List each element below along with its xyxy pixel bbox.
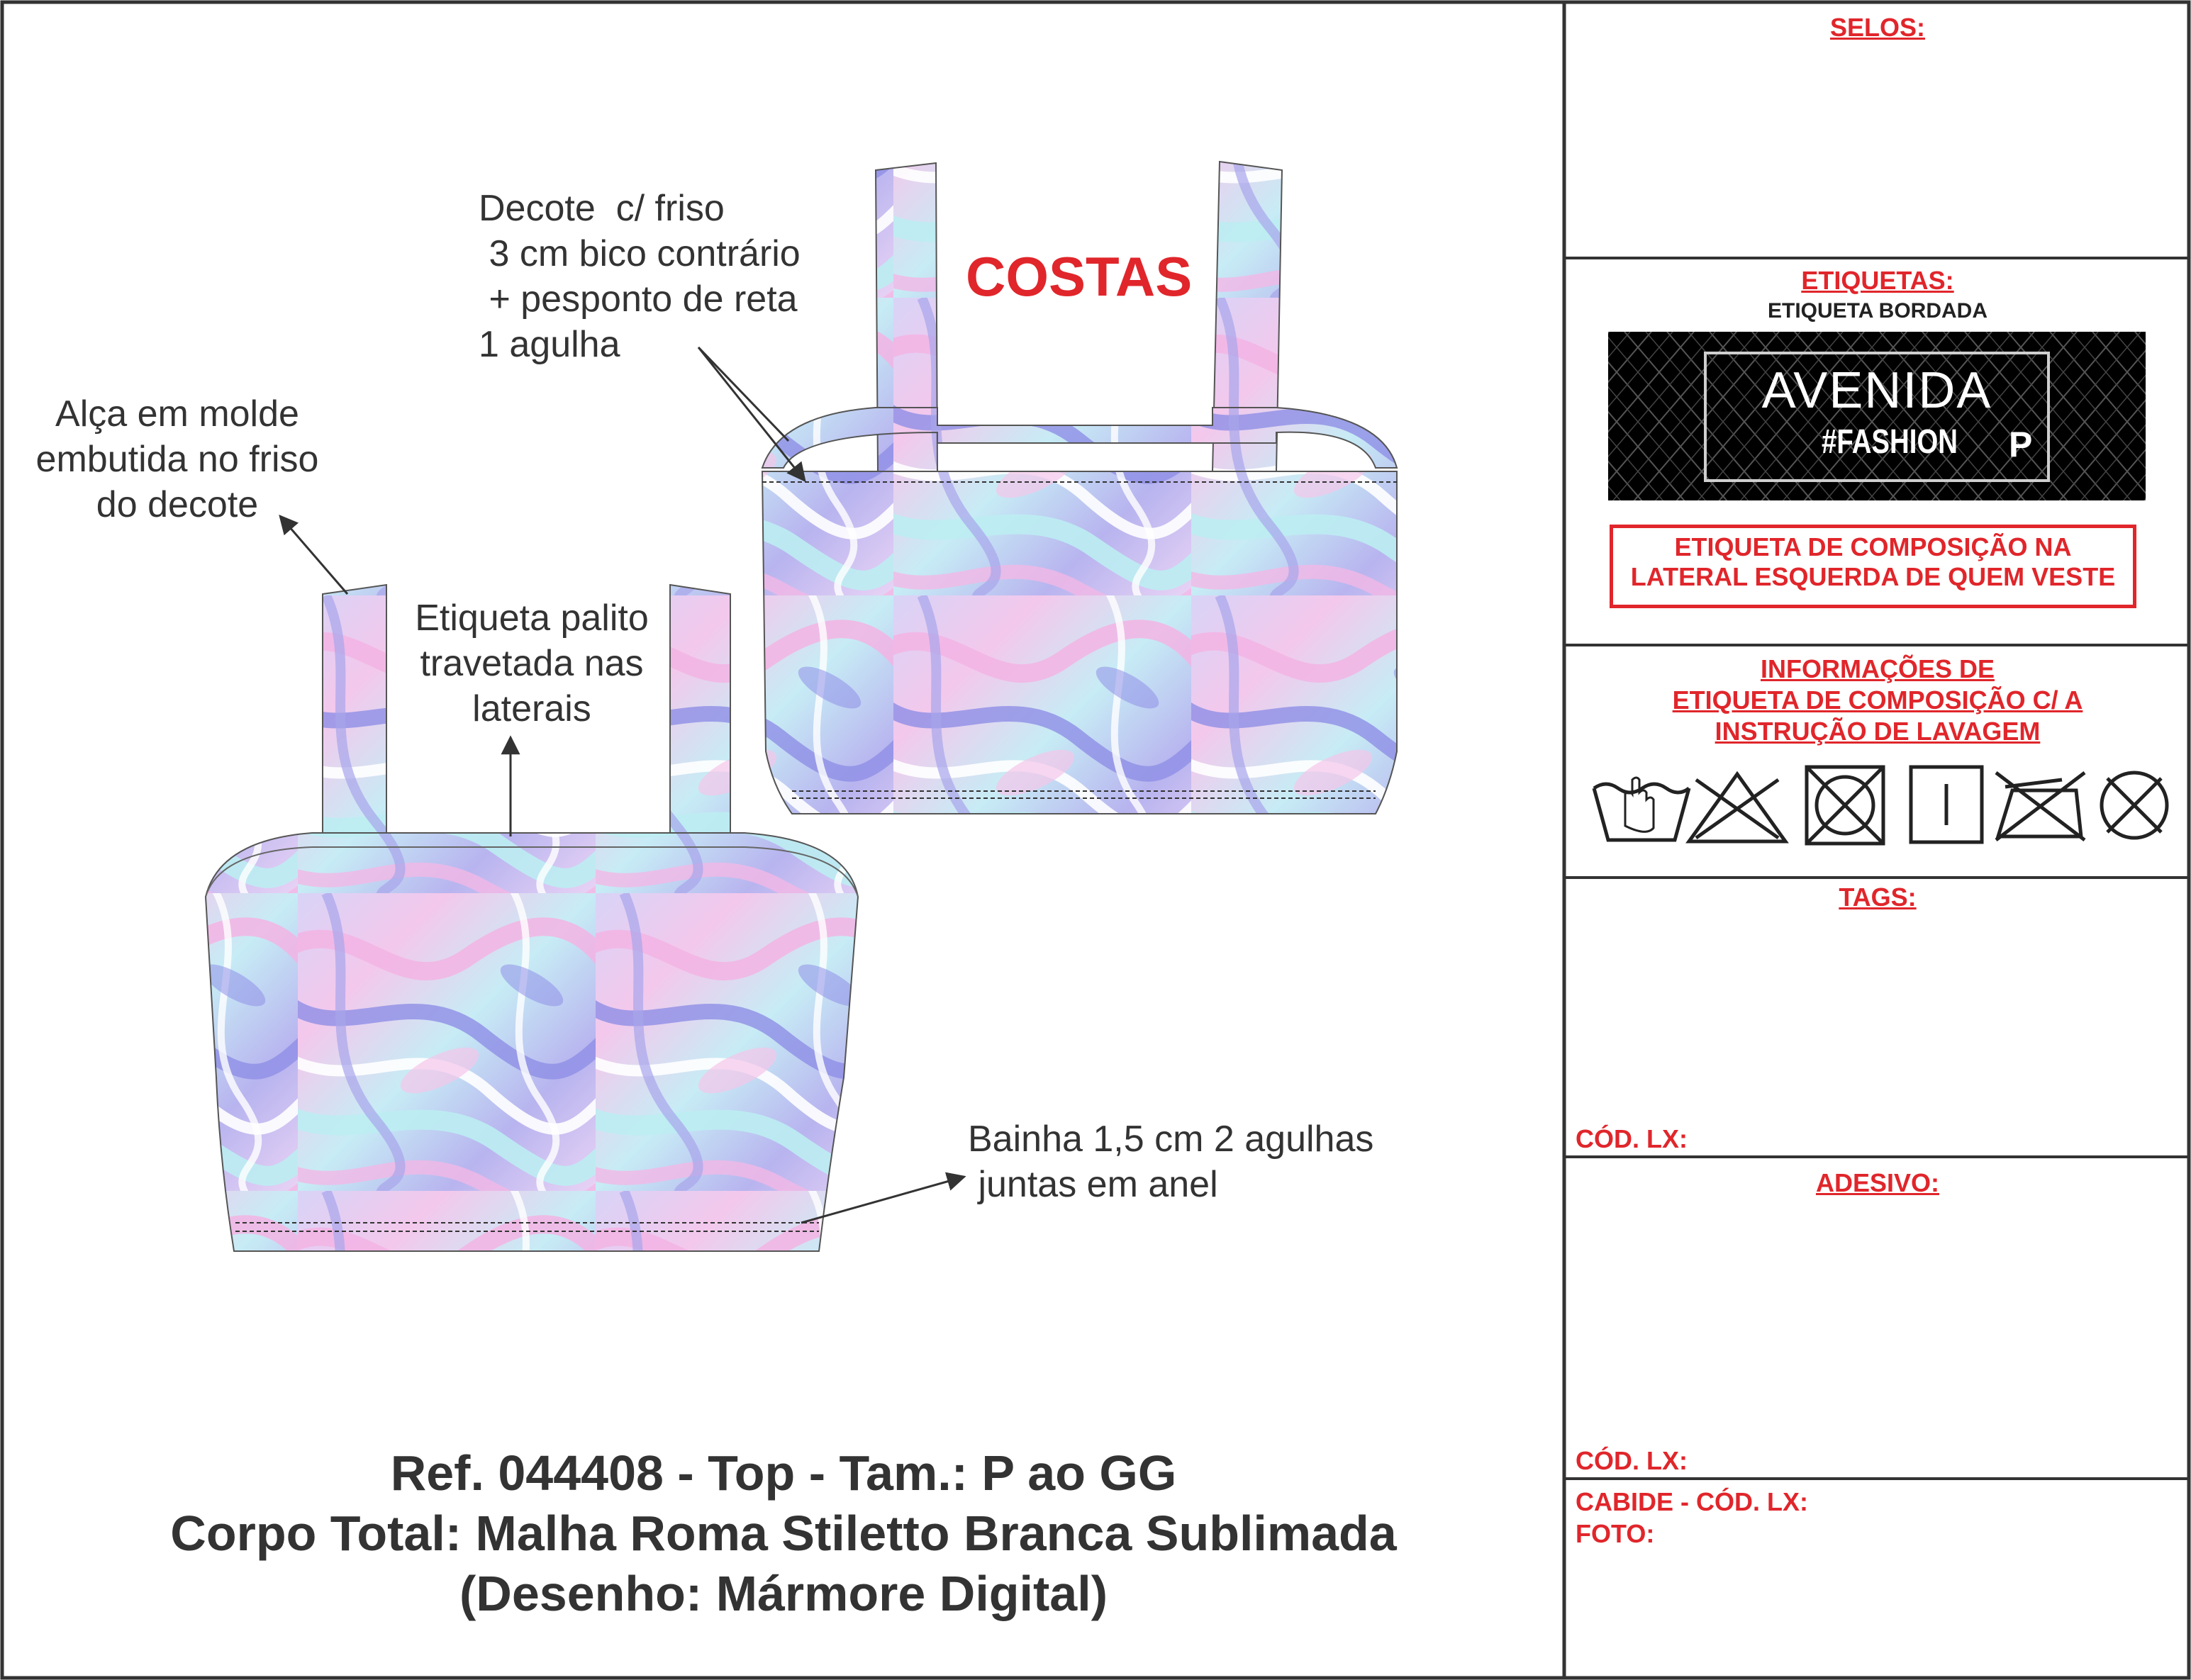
arrow-decote-1 [698,347,805,481]
brand-name: AVENIDA [1761,362,1992,419]
etiquetas-title: ETIQUETAS: [1801,266,1954,295]
brand-size: P [2009,425,2033,464]
cabide-cod-lx: CABIDE - CÓD. LX: [1576,1487,1808,1516]
annotation-decote: Decote c/ friso 3 cm bico contrário + pesponto de reta 1 agulha [479,188,801,365]
cod-lx-adesivo: CÓD. LX: [1576,1446,1688,1475]
arrow-alca [280,516,347,594]
front-strap-left [323,585,386,836]
no-iron-icon [1996,773,2085,840]
adesivo-title: ADESIVO: [1815,1168,1940,1197]
composicao-box: ETIQUETA DE COMPOSIÇÃO NA LATERAL ESQUERDA DE QUEM VESTE [1610,525,2136,608]
annotation-etiqueta-palito: Etiqueta palito travetada nas laterais [415,598,649,729]
info-title: INFORMAÇÕES DE ETIQUETA DE COMPOSIÇÃO C/ A INSTRUÇÃO DE LAVAGEM [1672,654,2083,746]
etiqueta-bordada-note: ETIQUETA BORDADA [1768,299,1987,323]
no-tumble-dry-icon [1807,767,1883,844]
hand-wash-icon [1594,778,1689,840]
brand-tag: #FASHION [1822,423,1958,461]
brand-label-text [1705,362,2048,464]
no-dry-clean-icon [2102,773,2167,838]
foto-label: FOTO: [1576,1519,1655,1548]
back-neck-binding [762,408,1397,468]
back-body [762,471,1397,814]
annotation-alca: Alça em molde embutida no friso do decote [35,393,319,525]
footer-design: (Desenho: Mármore Digital) [459,1566,1108,1621]
annotation-bainha: Bainha 1,5 cm 2 agulhas juntas em anel [968,1119,1374,1205]
selos-title: SELOS: [1829,13,1925,42]
line-dry-icon [1911,767,1982,842]
no-bleach-icon [1689,774,1785,841]
footer-material: Corpo Total: Malha Roma Stiletto Branca Sublimada [170,1506,1397,1561]
costas-label: COSTAS [966,245,1193,308]
brand-tag-row [1705,420,2048,464]
tags-title: TAGS: [1839,883,1917,912]
front-body [206,833,858,1251]
cod-lx-tags: CÓD. LX: [1576,1124,1688,1153]
footer-ref: Ref. 044408 - Top - Tam.: P ao GG [390,1445,1177,1501]
